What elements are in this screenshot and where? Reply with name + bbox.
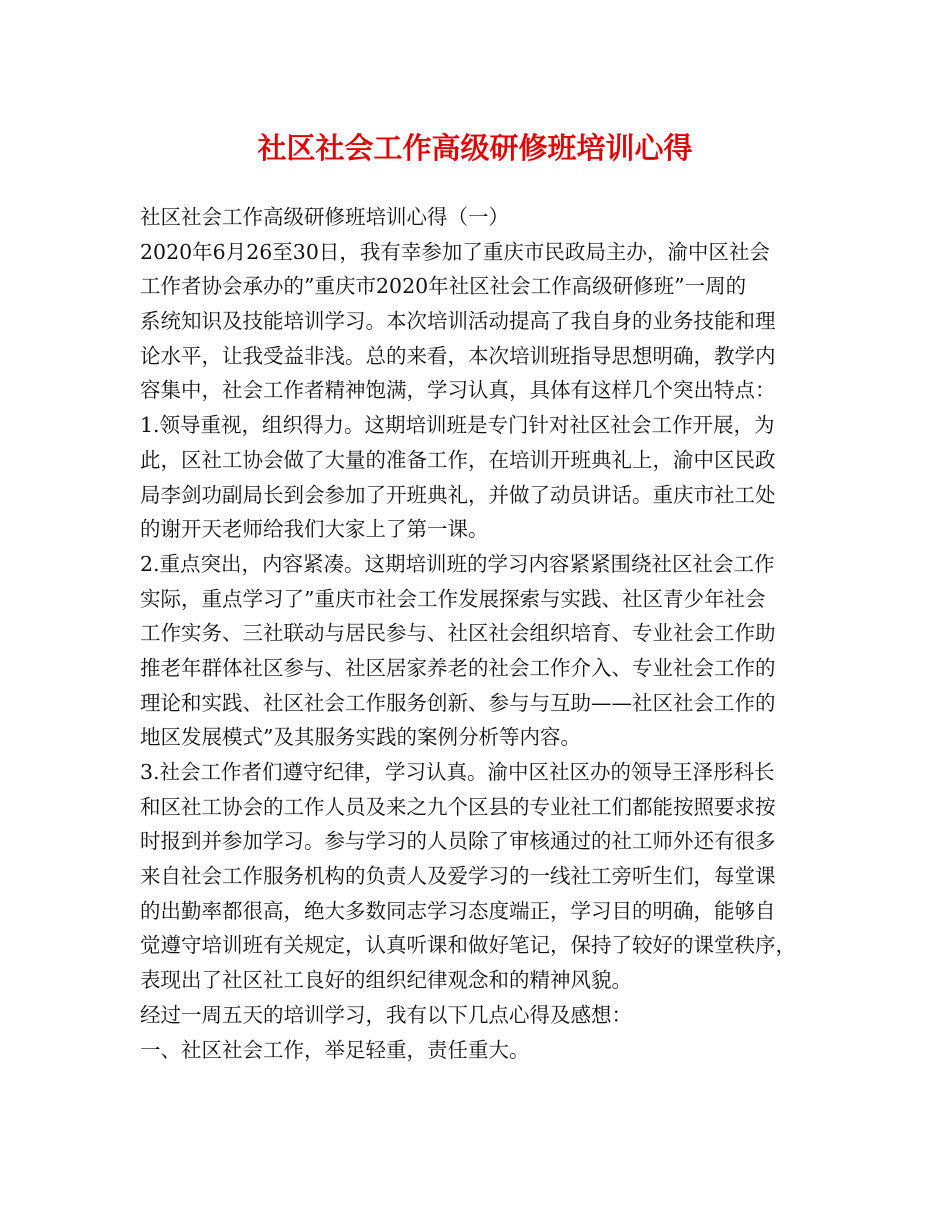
body-line: 地区发展模式”及其服务实践的案例分析等内容。 bbox=[140, 725, 581, 750]
body-line: 经过一周五天的培训学习，我有以下几点心得及感想： bbox=[140, 1002, 632, 1027]
body-line: 此，区社工协会做了大量的准备工作，在培训开班典礼上，渝中区民政 bbox=[140, 447, 776, 472]
body-line: 论水平，让我受益非浅。总的来看，本次培训班指导思想明确，教学内 bbox=[140, 343, 776, 368]
document-body bbox=[140, 200, 830, 1067]
document-title: 社区社会工作高级研修班培训心得 bbox=[257, 131, 693, 165]
body-line: 1.领导重视，组织得力。这期培训班是专门针对社区社会工作开展，为 bbox=[140, 413, 775, 438]
body-line: 2.重点突出，内容紧凑。这期培训班的学习内容紧紧围绕社区社会工作 bbox=[140, 551, 775, 576]
body-line: 的谢开天老师给我们大家上了第一课。 bbox=[140, 517, 489, 542]
body-line: 一、社区社会工作，举足轻重，责任重大。 bbox=[140, 1037, 530, 1062]
body-line: 推老年群体社区参与、社区居家养老的社会工作介入、专业社会工作的 bbox=[140, 655, 776, 680]
body-line: 理论和实践、社区社会工作服务创新、参与与互助——社区社会工作的 bbox=[140, 690, 776, 715]
body-line: 系统知识及技能培训学习。本次培训活动提高了我自身的业务技能和理 bbox=[140, 309, 776, 334]
body-line: 工作实务、三社联动与居民参与、社区社会组织培育、专业社会工作助 bbox=[140, 621, 776, 646]
body-line: 2020年6月26至30日，我有幸参加了重庆市民政局主办，渝中区社会 bbox=[140, 239, 770, 264]
body-line: 表现出了社区社工良好的组织纪律观念和的精神风貌。 bbox=[140, 968, 632, 993]
body-line: 容集中，社会工作者精神饱满，学习认真，具体有这样几个突出特点： bbox=[140, 378, 776, 403]
body-line: 工作者协会承办的”重庆市2020年社区社会工作高级研修班”一周的 bbox=[140, 274, 747, 299]
body-line: 时报到并参加学习。参与学习的人员除了审核通过的社工师外还有很多 bbox=[140, 829, 776, 854]
body-line: 和区社工协会的工作人员及来之九个区县的专业社工们都能按照要求按 bbox=[140, 794, 776, 819]
body-line: 局李剑功副局长到会参加了开班典礼，并做了动员讲话。重庆市社工处 bbox=[140, 482, 776, 507]
body-line: 3.社会工作者们遵守纪律，学习认真。渝中区社区办的领导王泽彤科长 bbox=[140, 760, 775, 784]
body-line: 的出勤率都很高，绝大多数同志学习态度端正，学习目的明确，能够自 bbox=[140, 898, 776, 923]
body-line: 来自社会工作服务机构的负责人及爱学习的一线社工旁听生们，每堂课 bbox=[140, 864, 776, 889]
body-line: 社区社会工作高级研修班培训心得（一） bbox=[140, 205, 509, 229]
body-line: 实际，重点学习了”重庆市社会工作发展探索与实践、社区青少年社会 bbox=[140, 586, 766, 611]
body-line: 觉遵守培训班有关规定，认真听课和做好笔记，保持了较好的课堂秩序， bbox=[140, 933, 796, 958]
